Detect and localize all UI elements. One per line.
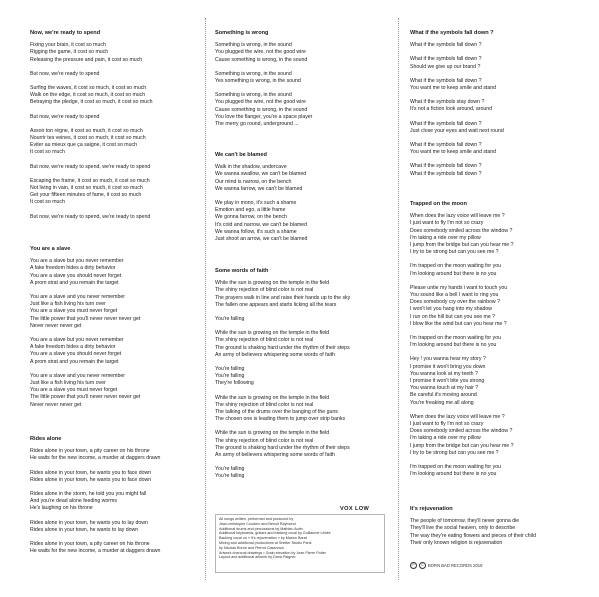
stanza (215, 280, 350, 309)
stanza (30, 520, 160, 534)
lyric-line: Just like a fish living his turn over (30, 301, 106, 308)
lyric-line: Walk in the shadow, undercave (215, 164, 287, 171)
stanza (215, 366, 350, 388)
stanza (410, 414, 514, 457)
lyric-line: Walk on the edge, it cost so much, it cost so much (30, 92, 146, 99)
phonogram-symbol: P (410, 562, 417, 569)
stanza (30, 258, 140, 287)
song-title: Some words of faith (215, 268, 269, 274)
lyric-line: It cost so much (30, 199, 65, 206)
lyric-line: But now, we're ready to spend (30, 113, 100, 120)
stanza (30, 491, 160, 513)
lyric-line: You are a slave but you never remember (30, 337, 124, 344)
lyric-line: Yes something is wrong, in the sound (215, 78, 301, 85)
lyric-line: Our mind is narrow, on the bench (215, 178, 292, 185)
lyric-line: While the sun is growing on the temple in the field (215, 394, 330, 401)
lyric-line: The prayers walk in line and raise their hands up to the sky (215, 294, 351, 301)
lyric-line: The ground is shaking hard under the rhythm of their steps (215, 344, 350, 351)
lyric-line: I promise it won't bring you down (410, 363, 486, 370)
stanza (410, 78, 504, 92)
lyric-line: We wanna swallow, we can't be blamed (215, 171, 307, 178)
song-title: Rides alone (30, 436, 62, 442)
lyric-line: You are a slave you must never forget (30, 387, 118, 394)
stanza (30, 214, 153, 221)
stanza (30, 294, 140, 330)
lyric-line: What if the symbols fall down ? (410, 163, 482, 170)
lyric-line: Fixing your brain, it cost so much (30, 42, 106, 49)
lyric-line: Surfing the waves, it cost so much, it cost so much (30, 85, 147, 92)
stanza (30, 164, 153, 171)
stanza (410, 99, 504, 113)
song-title: You are a slave (30, 246, 71, 252)
lyric-line: You sound like a bell I want to ring you (410, 292, 499, 299)
lyric-line: You are a slave you should never forget (30, 351, 122, 358)
stanza (30, 42, 153, 64)
stanza (30, 114, 153, 121)
lyric-line: While the sun is growing on the temple in the field (215, 430, 330, 437)
lyric-line: The shiny rejection of blind color is not real (215, 401, 314, 408)
lyric-line: He's laughing on his throne (30, 505, 93, 512)
lyric-line: Nourrir tes veines, it cost so much, it cost so much (30, 135, 146, 142)
lyric-line: I'm taking a ride over my pillow (410, 234, 481, 241)
lyric-line: I just want to fly I'm not so crazy (410, 220, 484, 227)
stanza (215, 42, 312, 64)
lyric-line: Should we give up our brand ? (410, 63, 481, 70)
song-block (30, 30, 153, 228)
lyric-line: I try to be strong but can you see me ? (410, 249, 499, 256)
song-title: We can't be blamed (215, 152, 267, 158)
lyric-line: Rides alone in your town, a pity career on his throne (30, 448, 150, 455)
lyric-line: You want me to keep smile and stand (410, 85, 497, 92)
lyric-line: I jump from the bridge but can you hear me ? (410, 442, 514, 449)
song-block (215, 268, 350, 488)
lyric-line: Their only known religion is rejuvenation (410, 539, 503, 546)
lyric-line: Be careful it's moving around (410, 392, 477, 399)
band-name: VOX LOW (340, 506, 370, 512)
stanza (410, 335, 514, 349)
song-block (30, 436, 160, 562)
lyric-line: Rides alone in your town, he wants you to face down (30, 476, 152, 483)
credit-line: Additional keyboards, guitars and backing vocal by Guillaume Lébée (219, 531, 331, 536)
lyric-line: Something is wrong, in the sound (215, 70, 292, 77)
stanza (410, 464, 514, 478)
stanza (215, 71, 312, 85)
lyric-line: Eviter au mieux que ça saigne, it cost so much (30, 142, 137, 149)
lyric-line: The shiny rejection of blind color is not real (215, 287, 314, 294)
lyric-line: You are a slave you must never forget (30, 308, 118, 315)
song-block (410, 30, 504, 185)
lyric-line: You're falling (215, 373, 245, 380)
column-divider-2 (398, 18, 399, 580)
lyric-line: While the sun is growing on the temple in the field (215, 330, 330, 337)
lyric-line: What if the symbols stay down ? (410, 99, 485, 106)
stanza (410, 263, 514, 277)
credit-line: All songs written, performed and produced by (219, 517, 294, 521)
lyric-line: The way they're eating flowers and pieces of their child (410, 532, 536, 539)
lyric-line: When does the lazy voice will leave me ? (410, 413, 505, 420)
lyric-line: Does somebody smiled across the window ? (410, 227, 513, 234)
lyric-line: I'm trapped on the moon waiting for you (410, 263, 501, 270)
lyric-line: What if the symbols fall down ? (410, 142, 482, 149)
lyric-line: Betraying the pledge, it cost so much, it cost so much (30, 99, 153, 106)
lyric-line: I just want to fly I'm not so crazy (410, 421, 484, 428)
song-block (215, 30, 312, 135)
lyric-line: You're freaking me all along (410, 399, 474, 406)
lyric-line: You're falling (215, 366, 245, 373)
lyric-line: What if the symbols fall down ? (410, 56, 482, 63)
lyric-line: I promise it won't bite you strong (410, 378, 485, 385)
lyric-line: A prom strat and you remain the target (30, 358, 119, 365)
lyric-line: Rides alone in your town, he wants to lay down (30, 526, 139, 533)
lyric-line: While the sun is growing on the temple in the field (215, 280, 330, 287)
lyric-line: Just close your eyes and wait next round (410, 127, 504, 134)
lyric-line: You're falling (215, 316, 245, 323)
song-title: Trapped on the moon (410, 201, 467, 207)
lyric-line: He waits for the new income, a murder at daggers drawn (30, 548, 161, 555)
lyric-line: You plugged the wire, not the good wire (215, 99, 306, 106)
lyric-line: It's cold and narrow, we can't be blamed (215, 221, 307, 228)
lyric-line: Cause something is wrong, in the sound (215, 106, 308, 113)
lyric-line: The little power that you'll never never never get (30, 315, 141, 322)
stanza (410, 42, 504, 49)
lyric-line: You're falling (215, 466, 245, 473)
credit-line: Additional drums and percussions by Mathieu Autin (219, 526, 303, 531)
stanza (410, 518, 536, 547)
lyric-line: You are a slave but you never remember (30, 258, 124, 265)
lyric-line: I'm looking around but there is no you (410, 342, 497, 349)
lyric-line: The people of tomorrow, they'll never gonna die (410, 518, 520, 525)
lyric-line: You want me to keep smile and stand (410, 149, 497, 156)
stanza (215, 430, 350, 459)
lyric-line: And you're dead alone feeding worms (30, 498, 117, 505)
lyric-line: You wanna touch at my hair ? (410, 385, 479, 392)
lyric-line: Something is wrong, in the sound (215, 42, 292, 49)
lyric-line: An army of believers whispering some words of faith (215, 351, 335, 358)
lyric-line: You plugged the wire, not the good wire (215, 49, 306, 56)
lyric-line: Does somebody cry over the rainbow ? (410, 299, 500, 306)
lyric-line: Cause something is wrong, in the sound (215, 56, 308, 63)
stanza (30, 337, 140, 366)
lyric-line: I blow like the wind but can you hear me ? (410, 320, 507, 327)
stanza (30, 541, 160, 555)
lyric-line: It cost so much (30, 149, 65, 156)
lyric-line: He waits for the new income, a murder at daggers drawn (30, 455, 161, 462)
lyric-line: Assoir ton règne, it cost so much, it cost so much (30, 127, 143, 134)
lyric-line: What if the symbols fall down ? (410, 170, 482, 177)
lyric-line: I'm trapped on the moon waiting for you (410, 464, 501, 471)
credit-line: Mixing and additional productions at Shelter Studio Paris (219, 540, 312, 545)
stanza (215, 200, 307, 243)
lyric-line: The talking of the drums over the banging of the guns (215, 409, 338, 416)
credits-box (215, 514, 385, 573)
lyric-line: I try to be strong but can you see me ? (410, 449, 499, 456)
stanza (30, 71, 153, 78)
stanza (30, 373, 140, 409)
stanza (410, 121, 504, 135)
lyric-line: Escaping the frame, it cost so much, it cost so much (30, 177, 150, 184)
lyric-line: But now, we're ready to spend, we're ready to spend (30, 213, 151, 220)
lyric-line: You are a slave and you never remember (30, 372, 125, 379)
copyright-text: BORN BAD RECORDS 2018 (428, 563, 483, 568)
lyric-line: You are a slave you should never forget (30, 272, 122, 279)
lyric-line: Does somebody smiled across the window ? (410, 428, 513, 435)
lyric-line: We play in mono, it's such a shame (215, 200, 297, 207)
song-title: Now, we're ready to spend (30, 30, 101, 36)
lyric-line: The fallen one appears and starts licking all the tears (215, 301, 337, 308)
lyric-line: Just like a fish living his turn over (30, 380, 106, 387)
stanza (215, 395, 350, 424)
song-block (30, 246, 140, 416)
lyric-line: A fake freedom hides a dirty behavior (30, 344, 116, 351)
credit-line: Artwork charcoal drawings • Grain elevation by Jean Pierre Potier (219, 550, 326, 555)
lyric-line: Rides alone in your town, he wants you to lay down (30, 519, 148, 526)
lyric-line: You're falling (215, 473, 245, 480)
lyric-line: What if the symbols fall down ? (410, 120, 482, 127)
stanza (215, 316, 350, 323)
credit-line: by Nicolas Borne and Pierrot Casanova (219, 545, 284, 550)
lyric-line: I run on the hill but can you see me ? (410, 313, 496, 320)
lyric-line: You wanna look at my teeth ? (410, 370, 478, 377)
stanza (410, 285, 514, 328)
lyric-line: Never never never get (30, 322, 82, 329)
lyric-line: Rides alone in the storm, he told you you might fall (30, 491, 147, 498)
stanza (410, 163, 504, 177)
lyric-line: Rides alone in your town, he wants you to face down (30, 469, 152, 476)
lyric-line: Not living in vain, it cost so much, it cost so much (30, 185, 143, 192)
lyric-line: You are a slave and you never remember (30, 294, 125, 301)
stanza (215, 164, 307, 193)
column-divider-1 (205, 18, 206, 580)
lyric-line: But now, we're ready to spend (30, 70, 100, 77)
lyric-line: Releasing the pressure and pain, it cost so much (30, 56, 143, 63)
lyric-line: Just shoot an arrow, we can't be blamed (215, 236, 308, 243)
lyric-line: I'm trapped on the moon waiting for you (410, 335, 501, 342)
stanza (410, 56, 504, 70)
lyric-line: Never never never get (30, 401, 82, 408)
lyric-line: I jump from the bridge but can you hear me ? (410, 242, 514, 249)
lyric-line: Rigging the game, it cost so much (30, 49, 109, 56)
lyric-line: The chosen one is leading them to jump over strip banks (215, 416, 346, 423)
credit-line: Layout and additional artwork by Dana Paigner (219, 555, 296, 560)
lyric-line: The little power that you'll never never never get (30, 394, 141, 401)
lyric-line: We wanna farrow, we can't be blamed (215, 185, 303, 192)
credit-line: Backing vocal on « It's rejuvenation » by Marion Barat (219, 536, 307, 541)
lyric-line: Please untie my hands i want to touch you (410, 284, 508, 291)
stanza (30, 470, 160, 484)
lyric-line: Hey ! you wanna hear my story ? (410, 356, 486, 363)
song-title: Something is wrong (215, 30, 269, 36)
lyric-line: The shiny rejection of blind color is not real (215, 337, 314, 344)
song-title: It's rejuvenation (410, 506, 453, 512)
stanza (410, 356, 514, 406)
copyright-notice (410, 562, 482, 569)
lyric-line: Emotion and ego, a little frame (215, 207, 286, 214)
song-block (410, 506, 536, 554)
lyric-line: They'll live the social heaven, only to describe (410, 525, 516, 532)
song-block (410, 201, 514, 486)
lyric-line: When does the lazy voice will leave me ? (410, 213, 505, 220)
lyric-line: What if the symbols fall down ? (410, 77, 482, 84)
lyric-line: Something is wrong, in the sound (215, 92, 292, 99)
lyric-line: The merry go round, underground ... (215, 121, 299, 128)
lyric-line: I won't let you hang into my shadow (410, 306, 493, 313)
song-block (215, 152, 307, 250)
stanza (215, 92, 312, 128)
lyric-line: But now, we're ready to spend, we're ready to spend (30, 163, 151, 170)
lyric-line: The ground is shaking hard under the rhythm of their steps (215, 444, 350, 451)
lyric-line: I'm taking a ride over my pillow (410, 435, 481, 442)
lyric-line: We gonna farrow, on the bench (215, 214, 288, 221)
lyric-line: It's not a fiction look around, around (410, 106, 493, 113)
lyric-line: You love the flanger, you're a space player (215, 113, 313, 120)
lyric-line: The shiny rejection of blind color is not real (215, 437, 314, 444)
credit-line: Jean-christophe Couderc and Benoit Raymond (219, 521, 296, 526)
lyric-line: They're following (215, 380, 254, 387)
stanza (30, 448, 160, 462)
song-title: What if the symbols fall down ? (410, 30, 494, 36)
lyric-line: What if the symbols fall down ? (410, 42, 482, 49)
lyric-line: I'm looking around but there is no you (410, 471, 497, 478)
stanza (30, 178, 153, 207)
stanza (410, 142, 504, 156)
lyric-line: Get your fifteen minutes of fame, it cost so much (30, 192, 142, 199)
lyric-line: A prom strat and you remain the target (30, 279, 119, 286)
stanza (30, 85, 153, 107)
lyric-line: I'm looking around but there is no you (410, 270, 497, 277)
stanza (30, 128, 153, 157)
lyric-line: We wanna follow, it's such a shame (215, 228, 297, 235)
stanza (215, 466, 350, 480)
stanza (215, 330, 350, 359)
stanza (410, 213, 514, 256)
copyright-symbol: C (419, 562, 426, 569)
lyric-line: A fake freedom hides a dirty behavior (30, 265, 116, 272)
lyric-line: An army of believers whispering some words of faith (215, 452, 335, 459)
lyric-line: Rides alone in your town, a pity career on his throne (30, 541, 150, 548)
